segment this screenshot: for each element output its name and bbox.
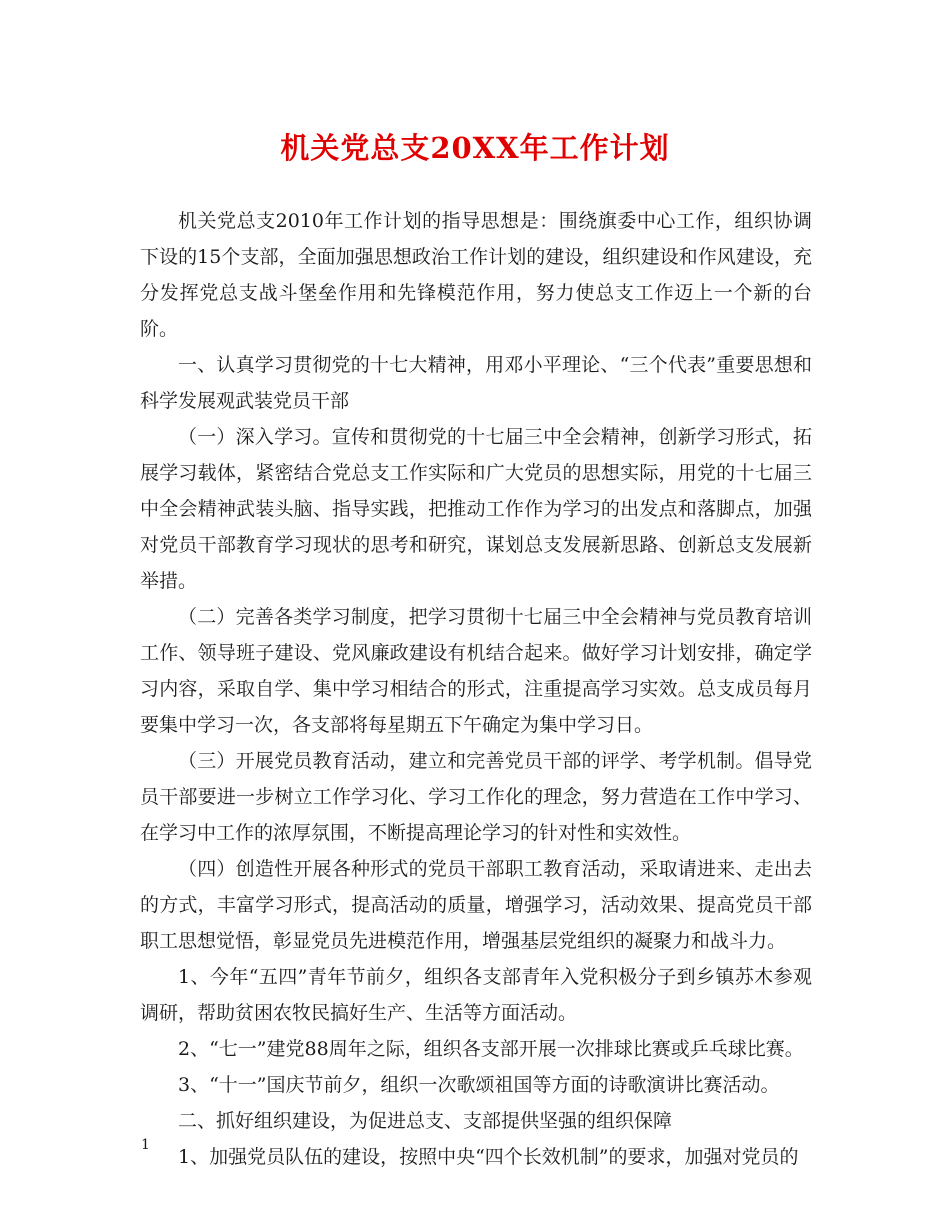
document-title: 机关党总支20XX年工作计划 [280,131,670,165]
section-heading-1: 一、认真学习贯彻党的十七大精神，用邓小平理论、“三个代表”重要思想和科学发展观武装党员干部 [140,354,812,412]
document-body [140,203,812,1175]
section-heading-2: 二、抓好组织建设，为促进总支、支部提供坚强的组织保障 [178,1110,673,1132]
paragraph-guiding-thought: 机关党总支2010年工作计划的指导思想是：围绕旗委中心工作，组织协调下设的15个支部，全面加强思想政治工作计划的建设，组织建设和作风建设，充分发挥党总支战斗堡垒作用和先锋模范作用，努力使总支工作迈上一个新的台阶。 [140,210,812,340]
list-item-1: 1、今年“五四”青年节前夕，组织各支部青年入党积极分子到乡镇苏木参观调研，帮助贫困农牧民搞好生产、生活等方面活动。 [140,966,812,1024]
paragraph-study-2: （二）完善各类学习制度，把学习贯彻十七届三中全会精神与党员教育培训工作、领导班子建设、党风廉政建设有机结合起来。做好学习计划安排，确定学习内容，采取自学、集中学习相结合的形式，注重提高学习实效。总支成员每月要集中学习一次，各支部将每星期五下午确定为集中学习日。 [140,606,812,736]
page-number: 1 [141,1137,150,1153]
paragraph-org-1: 1、加强党员队伍的建设，按照中央“四个长效机制”的要求，加强对党员的 [178,1146,799,1168]
paragraph-study-3: （三）开展党员教育活动，建立和完善党员干部的评学、考学机制。倡导党员干部要进一步树立工作学习化、学习工作化的理念，努力营造在工作中学习、在学习中工作的浓厚氛围，不断提高理论学习的针对性和实效性。 [140,750,812,844]
list-item-3: 3、“十一”国庆节前夕，组织一次歌颂祖国等方面的诗歌演讲比赛活动。 [178,1074,780,1096]
paragraph-study-1: （一）深入学习。宣传和贯彻党的十七届三中全会精神，创新学习形式，拓展学习载体，紧密结合党总支工作实际和广大党员的思想实际，用党的十七届三中全会精神武装头脑、指导实践，把推动工作作为学习的出发点和落脚点，加强对党员干部教育学习现状的思考和研究，谋划总支发展新思路、创新总支发展新举措。 [140,426,812,592]
list-item-2: 2、“七一”建党88周年之际，组织各支部开展一次排球比赛或乒乓球比赛。 [178,1038,804,1060]
paragraph-study-4: （四）创造性开展各种形式的党员干部职工教育活动，采取请进来、走出去的方式，丰富学习形式，提高活动的质量，增强学习，活动效果、提高党员干部职工思想觉悟，彰显党员先进模范作用，增强基层党组织的凝聚力和战斗力。 [140,858,812,952]
